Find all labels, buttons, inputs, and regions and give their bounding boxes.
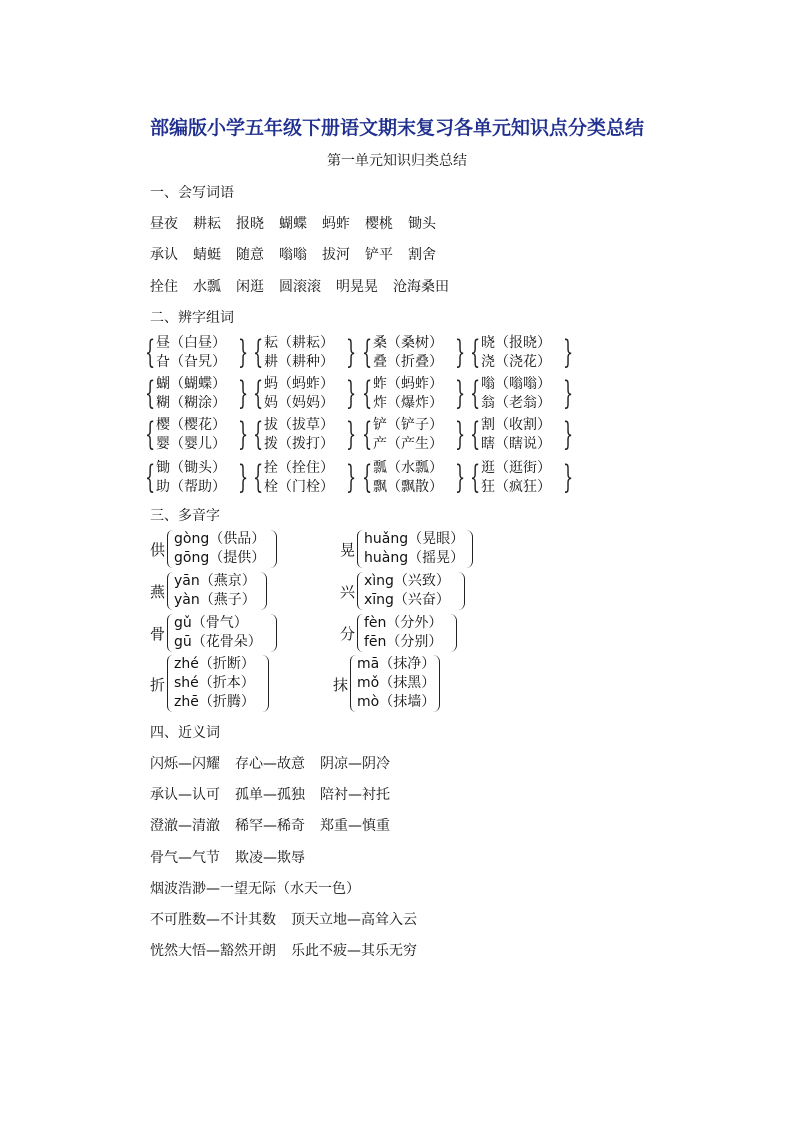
synonym-pair: 不可胜数—不计其数 (150, 912, 276, 928)
right-brace: } (238, 333, 249, 371)
synonym-line (150, 940, 432, 960)
synonym-pair: 欺凌—欺辱 (235, 850, 305, 866)
right-brace: } (563, 415, 574, 453)
pair-word: 蝴（蝴蝶） (156, 376, 226, 392)
right-brace: } (563, 374, 574, 412)
right-brace (458, 572, 465, 610)
char-pair (145, 373, 255, 413)
char-pair (362, 373, 472, 413)
pair-word: 瓢（水瓢） (373, 460, 443, 476)
word: 樱桃 (365, 216, 393, 232)
left-brace (350, 655, 357, 712)
polyphone-item (333, 655, 473, 713)
synonym-pair: 骨气—气节 (150, 850, 220, 866)
synonym-pair: 乐此不疲—其乐无穷 (291, 943, 417, 959)
reading: mò（抹墙） (357, 694, 436, 710)
reading: mā（抹净） (357, 656, 436, 672)
right-brace: } (455, 374, 466, 412)
left-brace: { (253, 333, 264, 371)
reading: gōng（提供） (174, 550, 266, 566)
synonym-line (150, 753, 405, 773)
left-brace (167, 655, 174, 712)
polyphone-char: 折 (150, 676, 166, 694)
section-heading-write-words: 一、会写词语 (150, 185, 234, 201)
pair-word: 耘（耕耘） (264, 335, 334, 351)
left-brace: { (253, 374, 264, 412)
reading: fèn（分外） (364, 615, 443, 631)
synonym-pair: 澄澈—清澈 (150, 818, 220, 834)
right-brace: } (346, 458, 357, 496)
left-brace: { (362, 458, 373, 496)
polyphone-item (150, 572, 290, 612)
word: 拴住 (150, 279, 178, 295)
left-brace: { (253, 415, 264, 453)
synonym-pair: 孤单—孤独 (235, 787, 305, 803)
word: 拔河 (322, 247, 350, 263)
polyphone-readings (174, 530, 265, 568)
polyphone-readings (364, 530, 464, 568)
word: 闲逛 (236, 279, 264, 295)
document-title: 部编版小学五年级下册语文期末复习各单元知识点分类总结 (149, 117, 644, 139)
reading: yān（燕京） (174, 573, 256, 589)
polyphone-char: 燕 (150, 583, 166, 601)
synonym-pair: 阴凉—阴冷 (320, 756, 390, 772)
right-brace (433, 655, 440, 712)
reading: zhé（折断） (174, 656, 255, 672)
reading: gòng（供品） (174, 531, 266, 547)
word: 圆滚滚 (279, 279, 321, 295)
left-brace: { (145, 333, 156, 371)
pair-word: 助（帮助） (156, 479, 226, 495)
right-brace (262, 655, 269, 712)
pair-word: 妈（妈妈） (264, 395, 334, 411)
synonym-line (150, 878, 375, 898)
polyphone-char: 供 (150, 541, 166, 559)
reading: zhē（折腾） (174, 694, 255, 710)
left-brace (167, 530, 174, 568)
right-brace: } (455, 458, 466, 496)
char-pair (145, 457, 255, 497)
reading: shé（折本） (174, 675, 255, 691)
polyphone-readings (364, 614, 442, 652)
synonym-pair: 闪烁—闪耀 (150, 756, 220, 772)
polyphone-item (150, 655, 290, 713)
left-brace: { (362, 333, 373, 371)
pair-word: 糊（糊涂） (156, 395, 226, 411)
right-brace: } (563, 333, 574, 371)
right-brace: } (346, 333, 357, 371)
polyphone-char: 兴 (340, 583, 356, 601)
right-brace (270, 614, 277, 652)
left-brace (357, 530, 364, 568)
section-heading-synonyms: 四、近义词 (150, 725, 220, 741)
right-brace: } (238, 374, 249, 412)
pair-word: 婴（婴儿） (156, 436, 226, 452)
polyphone-readings (174, 614, 262, 652)
reading: gū（花骨朵） (174, 634, 262, 650)
word: 明晃晃 (336, 279, 378, 295)
right-brace (260, 572, 267, 610)
synonym-pair: 郑重—慎重 (320, 818, 390, 834)
left-brace (357, 572, 364, 610)
polyphone-char: 抹 (333, 676, 349, 694)
char-pair (145, 414, 255, 454)
pair-word: 嗡（嗡嗡） (481, 376, 551, 392)
pair-word: 瞎（瞎说） (481, 436, 551, 452)
reading: fēn（分别） (364, 634, 443, 650)
pair-word: 锄（锄头） (156, 460, 226, 476)
reading: yàn（燕子） (174, 592, 256, 608)
word: 水瓢 (193, 279, 221, 295)
right-brace: } (346, 374, 357, 412)
left-brace: { (470, 333, 481, 371)
polyphone-readings (357, 655, 435, 712)
word: 铲平 (365, 247, 393, 263)
reading: huǎng（晃眼） (364, 531, 465, 547)
left-brace: { (253, 458, 264, 496)
pair-word: 叠（折叠） (373, 354, 443, 370)
synonym-pair: 恍然大悟—豁然开朗 (150, 943, 276, 959)
char-pair (253, 373, 363, 413)
pair-word: 樱（樱花） (156, 417, 226, 433)
synonym-pair: 顶天立地—高耸入云 (291, 912, 417, 928)
pair-word: 昼（白昼） (156, 335, 226, 351)
right-brace (450, 614, 457, 652)
synonym-pair: 承认—认可 (150, 787, 220, 803)
pair-word: 晓（报晓） (481, 335, 551, 351)
right-brace (466, 530, 473, 568)
synonym-pair: 烟波浩渺—一望无际（水天一色） (150, 881, 360, 897)
word-line (150, 213, 451, 233)
synonym-line (150, 815, 405, 835)
reading: xìng（兴致） (364, 573, 450, 589)
polyphone-char: 分 (340, 625, 356, 643)
left-brace: { (470, 374, 481, 412)
word: 蚂蚱 (322, 216, 350, 232)
polyphone-item (150, 614, 290, 654)
word: 报晓 (236, 216, 264, 232)
synonym-pair: 存心—故意 (235, 756, 305, 772)
left-brace: { (145, 458, 156, 496)
polyphone-item (150, 530, 290, 570)
right-brace: } (238, 415, 249, 453)
char-pair (362, 457, 472, 497)
word: 承认 (150, 247, 178, 263)
word: 昼夜 (150, 216, 178, 232)
pair-word: 产（产生） (373, 436, 443, 452)
synonym-line (150, 909, 432, 929)
left-brace (167, 572, 174, 610)
pair-word: 炸（爆炸） (373, 395, 443, 411)
left-brace: { (145, 415, 156, 453)
word: 蝴蝶 (279, 216, 307, 232)
section-heading-polyphones: 三、多音字 (150, 508, 220, 524)
right-brace: } (455, 333, 466, 371)
reading: huàng（摇晃） (364, 550, 465, 566)
right-brace (270, 530, 277, 568)
polyphone-item (340, 572, 480, 612)
synonym-line (150, 847, 320, 867)
pair-word: 桑（桑树） (373, 335, 443, 351)
word: 耕耘 (193, 216, 221, 232)
right-brace: } (563, 458, 574, 496)
char-pair (145, 332, 255, 372)
pair-word: 浇（浇花） (481, 354, 551, 370)
right-brace: } (455, 415, 466, 453)
word-line (150, 244, 451, 264)
word: 蜻蜓 (193, 247, 221, 263)
pair-word: 栓（门栓） (264, 479, 334, 495)
polyphone-char: 骨 (150, 625, 166, 643)
char-pair (470, 414, 580, 454)
synonym-line (150, 784, 405, 804)
word: 沧海桑田 (393, 279, 449, 295)
polyphone-item (340, 530, 480, 570)
polyphone-readings (364, 572, 450, 610)
polyphone-readings (174, 655, 255, 712)
pair-word: 耕（耕种） (264, 354, 334, 370)
char-pair (362, 332, 472, 372)
char-pair (362, 414, 472, 454)
left-brace: { (362, 415, 373, 453)
right-brace: } (346, 415, 357, 453)
word: 随意 (236, 247, 264, 263)
pair-word: 割（收割） (481, 417, 551, 433)
unit-subtitle: 第一单元知识归类总结 (327, 153, 467, 169)
pair-word: 拴（拴住） (264, 460, 334, 476)
pair-word: 翁（老翁） (481, 395, 551, 411)
left-brace (167, 614, 174, 652)
left-brace: { (362, 374, 373, 412)
word: 嗡嗡 (279, 247, 307, 263)
pair-word: 飘（飘散） (373, 479, 443, 495)
reading: mǒ（抹黑） (357, 675, 436, 691)
pair-word: 铲（铲子） (373, 417, 443, 433)
pair-word: 蚱（蚂蚱） (373, 376, 443, 392)
right-brace: } (238, 458, 249, 496)
synonym-pair: 稀罕—稀奇 (235, 818, 305, 834)
word: 锄头 (408, 216, 436, 232)
synonym-pair: 陪衬—衬托 (320, 787, 390, 803)
pair-word: 拨（拨打） (264, 436, 334, 452)
polyphone-char: 晃 (340, 541, 356, 559)
reading: xīng（兴奋） (364, 592, 450, 608)
left-brace: { (470, 415, 481, 453)
char-pair (253, 414, 363, 454)
left-brace (357, 614, 364, 652)
polyphone-item (340, 614, 480, 654)
polyphone-readings (174, 572, 256, 610)
pair-word: 蚂（蚂蚱） (264, 376, 334, 392)
pair-word: 拔（拔草） (264, 417, 334, 433)
char-pair (470, 373, 580, 413)
left-brace: { (470, 458, 481, 496)
left-brace: { (145, 374, 156, 412)
reading: gǔ（骨气） (174, 615, 248, 631)
pair-word: 逛（逛街） (481, 460, 551, 476)
word-line (150, 276, 464, 296)
word: 割舍 (408, 247, 436, 263)
pair-word: 旮（旮旯） (156, 354, 226, 370)
section-heading-distinguish: 二、辨字组词 (150, 310, 234, 326)
char-pair (470, 457, 580, 497)
pair-word: 狂（疯狂） (481, 479, 551, 495)
char-pair (253, 457, 363, 497)
char-pair (470, 332, 580, 372)
char-pair (253, 332, 363, 372)
